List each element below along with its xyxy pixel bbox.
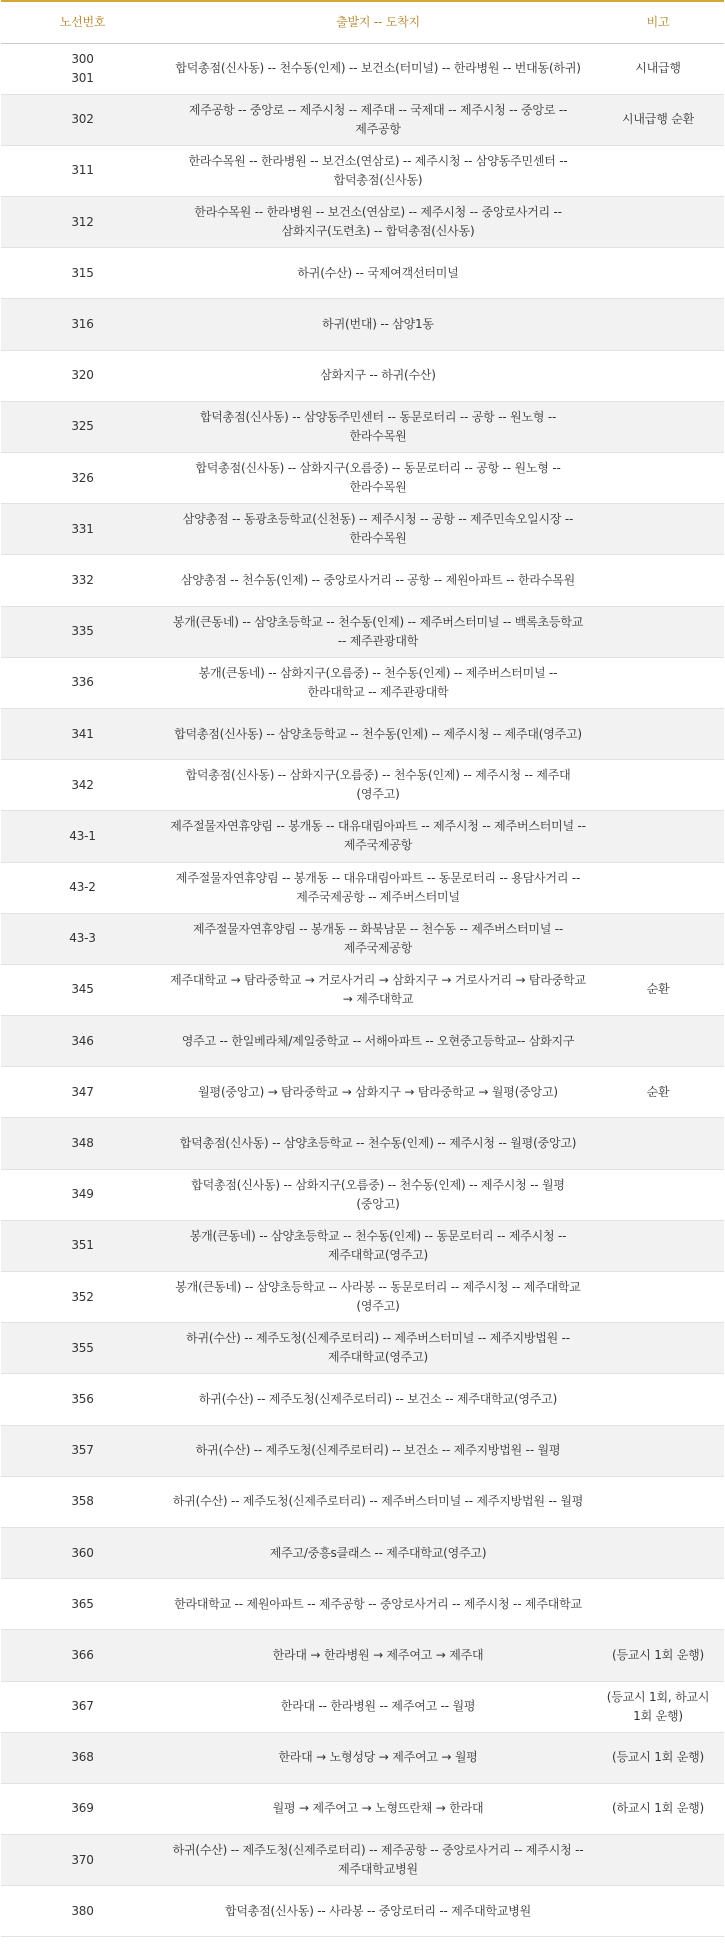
route-number: 335	[71, 624, 94, 639]
route-note-cell	[592, 1425, 724, 1476]
route-path-cell: 월평 → 제주여고 → 노형뜨란채 → 한라대	[272, 1801, 484, 1816]
table-row	[1, 145, 724, 196]
table-row	[1, 1220, 724, 1271]
route-number: 351	[71, 1238, 94, 1253]
route-number-cell	[1, 145, 164, 196]
route-path-cell: 삼양총점 -- 천수동(인제) -- 중앙로사거리 -- 공항 -- 제원아파트 -- 한라수목원	[181, 572, 575, 587]
route-number: 360	[71, 1545, 94, 1560]
route-note-cell	[592, 1323, 724, 1374]
route-note-cell	[592, 248, 724, 299]
table-row	[1, 1783, 724, 1834]
route-note-cell	[592, 401, 724, 452]
route-path-cell: 한라수목원 -- 한라병원 -- 보건소(연삼로) -- 제주시청 -- 삼양동주민센터 -- 합덕총점(신사동)	[188, 153, 568, 187]
table-row	[1, 913, 724, 964]
table-row	[1, 657, 724, 708]
route-path-cell: 월평(중앙고) → 탐라중학교 → 삼화지구 → 탐라중학교 → 월평(중앙고)	[198, 1084, 558, 1099]
route-note-cell	[592, 145, 724, 196]
table-row	[1, 760, 724, 811]
table-row	[1, 1732, 724, 1783]
route-path-cell: 한라대 → 노형성당 → 제주여고 → 월평	[278, 1750, 478, 1765]
route-note-cell: (등교시 1회, 하교시 1회 운행)	[606, 1689, 710, 1723]
route-number: 316	[71, 317, 94, 332]
route-path-cell: 제주고/중흥s클래스 -- 제주대학교(영주고)	[269, 1545, 487, 1560]
route-path-cell: 봉개(큰동네) -- 삼양초등학교 -- 사라봉 -- 동문로터리 -- 제주시청 -- 제주대학교(영주고)	[175, 1280, 581, 1314]
route-path-cell: 합덕총점(신사동) -- 삼양초등학교 -- 천수동(인제) -- 제주시청 -- 제주대(영주고)	[174, 726, 582, 741]
route-number-cell	[1, 1016, 164, 1067]
table-row	[1, 1067, 724, 1118]
route-number: 369	[71, 1801, 94, 1816]
route-note-cell	[592, 1886, 724, 1937]
route-path-cell: 하귀(수산) -- 제주도청(신제주로터리) -- 제주버스터미널 -- 제주지방법원 -- 월평	[172, 1494, 584, 1509]
route-number-cell	[1, 1681, 164, 1732]
route-note-cell	[592, 862, 724, 913]
header-note: 비고	[646, 14, 670, 29]
route-path-cell: 한라수목원 -- 한라병원 -- 보건소(연삼로) -- 제주시청 -- 중앙로사거리 -- 삼화지구(도련초) -- 합덕총점(신사동)	[194, 205, 562, 239]
table-body	[1, 43, 724, 1937]
table-row	[1, 1374, 724, 1425]
route-note-cell	[592, 708, 724, 759]
route-note-cell	[592, 913, 724, 964]
route-number: 315	[71, 265, 94, 280]
route-note-cell	[592, 1220, 724, 1271]
route-number: 341	[71, 726, 94, 741]
route-number-cell	[1, 401, 164, 452]
route-number-cell	[1, 1067, 164, 1118]
table-row	[1, 94, 724, 145]
table-row	[1, 964, 724, 1015]
route-number-cell	[1, 811, 164, 862]
route-note-cell	[592, 504, 724, 555]
route-number: 347	[71, 1084, 94, 1099]
table-row	[1, 555, 724, 606]
route-number-cell	[1, 197, 164, 248]
route-number: 352	[71, 1289, 94, 1304]
route-number: 43-3	[69, 931, 96, 946]
route-number: 380	[71, 1903, 94, 1918]
table-row	[1, 1272, 724, 1323]
route-path-cell: 봉개(큰동네) -- 삼양초등학교 -- 천수동(인제) -- 동문로터리 -- 제주시청 -- 제주대학교(영주고)	[189, 1228, 567, 1262]
route-path-cell: 제주공항 -- 중앙로 -- 제주시청 -- 제주대 -- 국제대 -- 제주시청 -- 중앙로 -- 제주공항	[188, 102, 568, 136]
table-row	[1, 1476, 724, 1527]
route-number: 342	[71, 777, 94, 792]
route-path-cell: 삼양총점 -- 동광초등학교(신천동) -- 제주시청 -- 공항 -- 제주민속오일시장 -- 한라수목원	[182, 512, 574, 546]
route-path-cell: 하귀(수산) -- 제주도청(신제주로터리) -- 보건소 -- 제주지방법원 -- 월평	[195, 1443, 561, 1458]
route-number-cell	[1, 1630, 164, 1681]
route-number-cell	[1, 350, 164, 401]
route-note-cell	[592, 453, 724, 504]
route-note-cell	[592, 1476, 724, 1527]
route-number: 358	[71, 1494, 94, 1509]
route-number: 332	[71, 572, 94, 587]
route-note-cell	[592, 657, 724, 708]
route-number: 312	[71, 214, 94, 229]
route-number-cell	[1, 555, 164, 606]
route-number: 336	[71, 675, 94, 690]
table-row	[1, 350, 724, 401]
table-row	[1, 1425, 724, 1476]
table-row	[1, 1169, 724, 1220]
route-note-cell	[592, 1272, 724, 1323]
route-path-cell: 하귀(번대) -- 삼양1동	[322, 317, 434, 332]
route-number-cell	[1, 708, 164, 759]
route-path-cell: 합덕총점(신사동) -- 천수동(인제) -- 보건소(터미널) -- 한라병원 -- 번대동(하귀)	[175, 61, 581, 76]
route-number: 349	[71, 1187, 94, 1202]
route-number-cell	[1, 248, 164, 299]
route-number: 348	[71, 1136, 94, 1151]
table-row	[1, 1016, 724, 1067]
route-number: 331	[71, 521, 94, 536]
route-number-cell	[1, 657, 164, 708]
route-number-cell	[1, 1272, 164, 1323]
route-number: 345	[71, 982, 94, 997]
table-row	[1, 504, 724, 555]
table-row	[1, 1579, 724, 1630]
route-note-cell	[592, 1835, 724, 1886]
route-path-cell: 하귀(수산) -- 제주도청(신제주로터리) -- 제주버스터미널 -- 제주지방법원 -- 제주대학교(영주고)	[186, 1331, 570, 1365]
route-number-cell	[1, 1783, 164, 1834]
table-header	[1, 1, 724, 43]
route-note-cell	[592, 555, 724, 606]
route-number-cell	[1, 964, 164, 1015]
route-note-cell: 시내급행	[635, 61, 681, 76]
route-number: 320	[71, 368, 94, 383]
route-number-cell	[1, 1732, 164, 1783]
route-number-cell	[1, 94, 164, 145]
table-row	[1, 43, 724, 94]
route-number: 325	[71, 419, 94, 434]
route-number-cell	[1, 862, 164, 913]
route-number-cell	[1, 1579, 164, 1630]
route-number: 365	[71, 1596, 94, 1611]
route-number: 302	[71, 112, 94, 127]
table-row	[1, 197, 724, 248]
route-number-cell	[1, 1118, 164, 1169]
route-number: 346	[71, 1033, 94, 1048]
route-path-cell: 봉개(큰동네) -- 삼양초등학교 -- 천수동(인제) -- 제주버스터미널 -- 백록초등학교 -- 제주관광대학	[172, 614, 584, 648]
route-note-cell	[592, 760, 724, 811]
route-path-cell: 제주대학교 → 탐라중학교 → 거로사거리 → 삼화지구 → 거로사거리 → 탐라중학교 → 제주대학교	[170, 972, 586, 1006]
route-number: 366	[71, 1647, 94, 1662]
route-path-cell: 제주절물자연휴양림 -- 봉개동 -- 대유대림아파트 -- 제주시청 -- 제주버스터미널 -- 제주국제공항	[170, 819, 586, 853]
route-path-cell: 제주절물자연휴양림 -- 봉개동 -- 화북남문 -- 천수동 -- 제주버스터미널 -- 제주국제공항	[192, 921, 564, 955]
route-number-cell	[1, 1220, 164, 1271]
route-path-cell: 합덕총점(신사동) -- 삼양동주민센터 -- 동문로터리 -- 공항 -- 원노형 -- 한라수목원	[199, 409, 557, 443]
route-path-cell: 영주고 -- 한일베라체/제일중학교 -- 서해아파트 -- 오현중고등학교-- 삼화지구	[181, 1033, 575, 1048]
header-origin-destination: 출발지 -- 도착지	[336, 14, 420, 29]
route-number-cell	[1, 760, 164, 811]
route-note-cell: 시내급행 순환	[622, 112, 694, 127]
route-number-cell	[1, 504, 164, 555]
route-path-cell: 합덕총점(신사동) -- 삼화지구(오름중) -- 동문로터리 -- 공항 -- 원노형 -- 한라수목원	[195, 461, 561, 495]
route-number-cell	[1, 1476, 164, 1527]
route-number: 300	[71, 51, 94, 66]
route-path-cell: 봉개(큰동네) -- 삼화지구(오름중) -- 천수동(인제) -- 제주버스터미널 -- 한라대학교 -- 제주관광대학	[198, 665, 558, 699]
table-row	[1, 1681, 724, 1732]
route-note-cell	[592, 1169, 724, 1220]
route-number: 370	[71, 1852, 94, 1867]
table-row	[1, 1886, 724, 1937]
route-path-cell: 합덕총점(신사동) -- 삼양초등학교 -- 천수동(인제) -- 제주시청 -- 월평(중앙고)	[179, 1136, 577, 1151]
route-path-cell: 한라대 → 한라병원 → 제주여고 → 제주대	[272, 1647, 484, 1662]
route-number-cell	[1, 299, 164, 350]
route-path-cell: 제주절물자연휴양림 -- 봉개동 -- 대유대림아파트 -- 동문로터리 -- 용담사거리 -- 제주국제공항 -- 제주버스터미널	[175, 870, 581, 904]
route-number: 43-2	[69, 880, 96, 895]
route-number-cell	[1, 1374, 164, 1425]
route-number: 357	[71, 1443, 94, 1458]
route-note-cell	[592, 197, 724, 248]
route-path-cell: 합덕총점(신사동) -- 삼화지구(오름중) -- 천수동(인제) -- 제주시청 -- 월평(중앙고)	[191, 1177, 565, 1211]
route-number: 301	[71, 70, 94, 85]
route-note-cell	[592, 1527, 724, 1578]
route-number: 368	[71, 1750, 94, 1765]
route-note-cell	[592, 811, 724, 862]
route-path-cell: 하귀(수산) -- 제주도청(신제주로터리) -- 보건소 -- 제주대학교(영주고)	[198, 1391, 558, 1406]
header-route-number: 노선번호	[59, 14, 106, 29]
route-number-cell	[1, 606, 164, 657]
table-row	[1, 862, 724, 913]
table-row	[1, 606, 724, 657]
route-number-cell	[1, 1169, 164, 1220]
route-note-cell	[592, 1118, 724, 1169]
route-path-cell: 삼화지구 -- 하귀(수산)	[320, 368, 436, 383]
table-row	[1, 811, 724, 862]
route-note-cell: (등교시 1회 운행)	[612, 1647, 704, 1662]
route-number: 43-1	[69, 828, 96, 843]
route-path-cell: 한라대 -- 한라병원 -- 제주여고 -- 월평	[280, 1699, 476, 1714]
route-note-cell	[592, 1016, 724, 1067]
route-number-cell	[1, 453, 164, 504]
table-row	[1, 1323, 724, 1374]
table-row	[1, 299, 724, 350]
route-note-cell: (하교시 1회 운행)	[612, 1801, 704, 1816]
route-number: 326	[71, 470, 94, 485]
route-number-cell	[1, 1527, 164, 1578]
route-number-cell	[1, 1323, 164, 1374]
route-note-cell	[592, 606, 724, 657]
route-path-cell: 합덕총점(신사동) -- 사라봉 -- 중앙로터리 -- 제주대학교병원	[224, 1903, 532, 1918]
route-number: 311	[71, 163, 94, 178]
route-note-cell: 순환	[646, 982, 670, 997]
route-number-cell	[1, 1835, 164, 1886]
route-number-cell	[1, 1425, 164, 1476]
table-row	[1, 1630, 724, 1681]
table-row	[1, 1527, 724, 1578]
route-number: 355	[71, 1340, 94, 1355]
route-number-cell	[1, 1886, 164, 1937]
route-note-cell	[592, 350, 724, 401]
table-row	[1, 708, 724, 759]
route-note-cell: (등교시 1회 운행)	[612, 1750, 704, 1765]
table-row	[1, 248, 724, 299]
table-row	[1, 1118, 724, 1169]
route-path-cell: 합덕총점(신사동) -- 삼화지구(오름중) -- 천수동(인제) -- 제주시청 -- 제주대(영주고)	[185, 768, 571, 802]
table-row	[1, 1835, 724, 1886]
route-note-cell	[592, 1579, 724, 1630]
route-path-cell: 한라대학교 -- 제원아파트 -- 제주공항 -- 중앙로사거리 -- 제주시청 -- 제주대학교	[174, 1596, 582, 1611]
route-path-cell: 하귀(수산) -- 제주도청(신제주로터리) -- 제주공항 -- 중앙로사거리 -- 제주시청 -- 제주대학교병원	[172, 1843, 584, 1877]
route-number-cell	[1, 43, 164, 94]
route-number-cell	[1, 913, 164, 964]
route-note-cell	[592, 1374, 724, 1425]
route-note-cell: 순환	[646, 1084, 670, 1099]
table-row	[1, 453, 724, 504]
route-number: 367	[71, 1699, 94, 1714]
route-note-cell	[592, 299, 724, 350]
route-number: 356	[71, 1391, 94, 1406]
header-row	[1, 1, 724, 43]
bus-route-table	[1, 0, 724, 1937]
table-row	[1, 401, 724, 452]
route-path-cell: 하귀(수산) -- 국제여객선터미널	[297, 265, 459, 280]
